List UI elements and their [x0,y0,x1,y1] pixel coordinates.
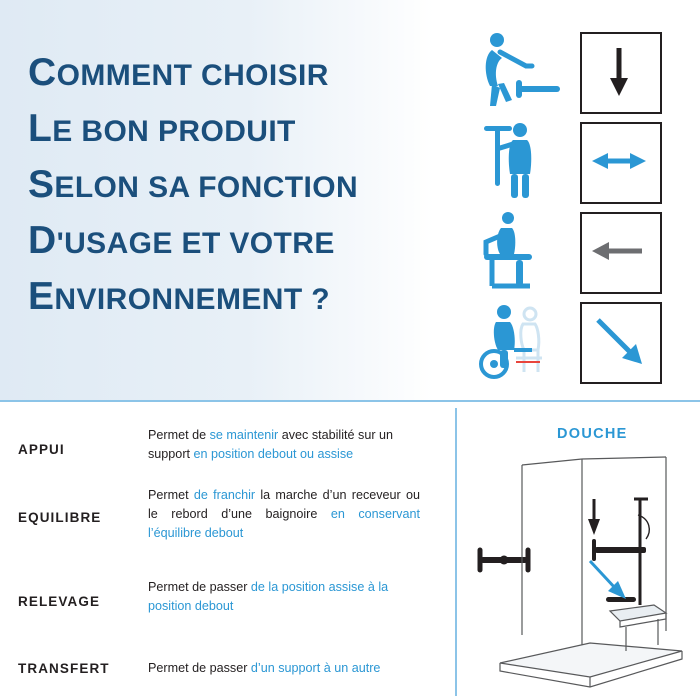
arrow-box-down [580,32,662,114]
definition-text: Permet de se maintenir avec stabilité sur un support en position debout ou assise [148,428,394,461]
pictogram-row-transfert [470,298,680,388]
definition-term: APPUI [18,442,65,457]
down-arrow-icon [582,34,656,108]
person-wheelchair-transfer-icon [470,298,560,386]
walk-in-shower-illustration [470,455,695,695]
title-line-1: COMMENT CHOISIR [28,51,329,94]
shower-label: DOUCHE [557,426,628,442]
arrow-box-diagonal [580,302,662,384]
arrow-box-left [580,212,662,294]
person-leaning-on-grab-bar-icon [470,28,560,116]
definition-term: EQUILIBRE [18,510,102,525]
shower-diagonal-arrow-icon [590,561,626,599]
title-line-2: LE BON PRODUIT [28,107,296,150]
page-title [28,46,458,326]
pictogram-row-relevage [470,208,680,298]
definition-text: Permet de passer d’un support à un autre [148,661,381,675]
person-standing-at-vertical-bar-icon [470,118,560,206]
pictogram-row-equilibre [470,118,680,208]
left-right-arrow-icon [582,124,656,198]
person-seated-rising-icon [470,208,560,296]
definition-text: Permet de passer de la position assise à la position debout [148,580,389,613]
definition-text: Permet de franchir la marche d’un receveur ou le rebord d’une baignoire en conservant l’équilibre debout [148,488,421,540]
title-line-5: ENVIRONNEMENT ? [28,275,331,318]
definitions-section [0,400,700,700]
vertical-divider [455,408,457,696]
shower-down-arrow-icon [588,499,600,535]
definition-term: RELEVAGE [18,594,101,609]
arrow-box-left-right [580,122,662,204]
pictogram-row-appui [470,28,680,118]
diagonal-down-right-arrow-icon [582,304,656,378]
definitions-list [0,400,450,700]
definition-term: TRANSFERT [18,661,110,676]
title-line-4: D'USAGE ET VOTRE [28,219,335,262]
left-arrow-icon [582,214,656,288]
pictogram-column [470,28,680,388]
title-line-3: SELON SA FONCTION [28,163,359,206]
